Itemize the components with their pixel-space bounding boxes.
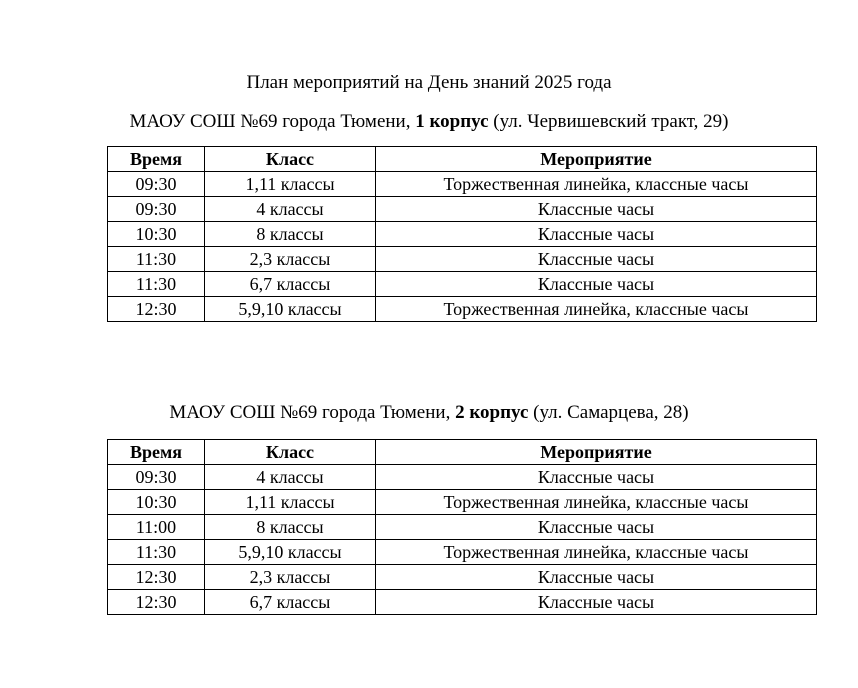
- cell-time: 11:30: [108, 540, 205, 565]
- cell-time: 09:30: [108, 197, 205, 222]
- cell-time: 12:30: [108, 590, 205, 615]
- cell-time: 11:30: [108, 247, 205, 272]
- cell-time: 10:30: [108, 490, 205, 515]
- cell-class: 2,3 классы: [205, 247, 376, 272]
- section2-heading-address: (ул. Самарцева, 28): [528, 402, 689, 423]
- cell-event: Классные часы: [376, 565, 817, 590]
- document-title: План мероприятий на День знаний 2025 года: [246, 72, 612, 93]
- cell-event: Классные часы: [376, 590, 817, 615]
- table-row: [108, 272, 817, 297]
- schedule-table-building-1: [107, 146, 817, 322]
- table-row: [108, 197, 817, 222]
- cell-time: 09:30: [108, 172, 205, 197]
- table-row: [108, 515, 817, 540]
- table-row: [108, 540, 817, 565]
- cell-event: Классные часы: [376, 515, 817, 540]
- section1-heading-building: 1 корпус: [415, 111, 489, 132]
- cell-time: 12:30: [108, 565, 205, 590]
- table-row: [108, 222, 817, 247]
- cell-event: Торжественная линейка, классные часы: [376, 172, 817, 197]
- table-row: [108, 490, 817, 515]
- table-row: [108, 172, 817, 197]
- section1-heading-address: (ул. Червишевский тракт, 29): [488, 111, 729, 132]
- cell-class: 8 классы: [205, 222, 376, 247]
- cell-class: 2,3 классы: [205, 565, 376, 590]
- cell-event: Классные часы: [376, 222, 817, 247]
- table-row: [108, 297, 817, 322]
- cell-class: 1,11 классы: [205, 490, 376, 515]
- table-row: [108, 465, 817, 490]
- section2-heading-school: МАОУ СОШ №69 города Тюмени,: [169, 402, 456, 423]
- section1-heading-school: МАОУ СОШ №69 города Тюмени,: [129, 111, 416, 132]
- cell-event: Классные часы: [376, 465, 817, 490]
- cell-class: 6,7 классы: [205, 590, 376, 615]
- section1-heading: [0, 111, 858, 133]
- cell-time: 09:30: [108, 465, 205, 490]
- column-header-class: Класс: [205, 440, 376, 465]
- cell-class: 6,7 классы: [205, 272, 376, 297]
- cell-time: 11:00: [108, 515, 205, 540]
- cell-class: 8 классы: [205, 515, 376, 540]
- table-row: [108, 565, 817, 590]
- cell-time: 12:30: [108, 297, 205, 322]
- column-header-time: Время: [108, 147, 205, 172]
- schedule-table-building-2: [107, 439, 817, 615]
- cell-class: 4 классы: [205, 197, 376, 222]
- table-row: [108, 247, 817, 272]
- section2-heading-building: 2 корпус: [455, 402, 529, 423]
- table-header-row: [108, 147, 817, 172]
- cell-time: 10:30: [108, 222, 205, 247]
- cell-event: Классные часы: [376, 247, 817, 272]
- cell-class: 4 классы: [205, 465, 376, 490]
- cell-time: 11:30: [108, 272, 205, 297]
- cell-class: 5,9,10 классы: [205, 297, 376, 322]
- cell-class: 5,9,10 классы: [205, 540, 376, 565]
- section2-heading: [0, 402, 858, 424]
- table-header-row: [108, 440, 817, 465]
- cell-event: Торжественная линейка, классные часы: [376, 490, 817, 515]
- cell-event: Классные часы: [376, 197, 817, 222]
- cell-event: Торжественная линейка, классные часы: [376, 297, 817, 322]
- cell-event: Торжественная линейка, классные часы: [376, 540, 817, 565]
- column-header-class: Класс: [205, 147, 376, 172]
- cell-event: Классные часы: [376, 272, 817, 297]
- column-header-event: Мероприятие: [376, 440, 817, 465]
- cell-class: 1,11 классы: [205, 172, 376, 197]
- column-header-time: Время: [108, 440, 205, 465]
- table-row: [108, 590, 817, 615]
- column-header-event: Мероприятие: [376, 147, 817, 172]
